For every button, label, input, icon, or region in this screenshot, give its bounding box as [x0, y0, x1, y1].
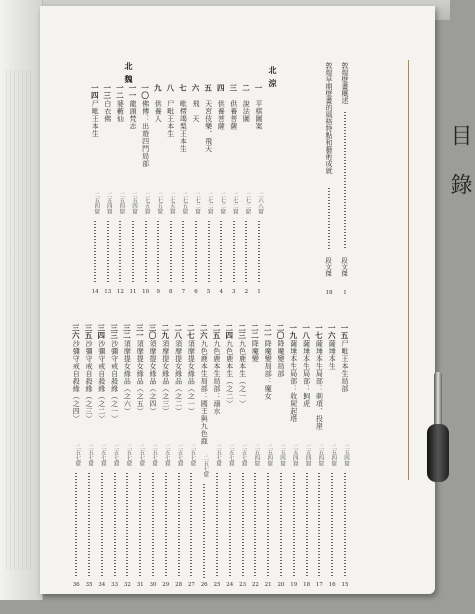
plate-number: 一四 [90, 84, 100, 99]
cave-number: 二七五窟 [168, 192, 175, 214]
plate-number: 二六 [199, 324, 209, 339]
leader-dots [132, 221, 134, 284]
plate-title: 沙彌守戒自殺緣（之一） [110, 340, 119, 423]
plate-title: 毗楞竭梨王本生 [179, 100, 188, 153]
plate-page-number: 8 [169, 289, 173, 295]
plate-title: 降魔變局部：魔女 [264, 340, 273, 400]
plate-title: 降魔變 [251, 340, 260, 363]
title-divider-line [408, 60, 409, 480]
plate-page-number: 28 [175, 582, 183, 588]
plate-entry [238, 324, 248, 614]
clip-head [427, 424, 449, 482]
plate-number: 一一 [128, 84, 137, 99]
leader-dots [126, 473, 128, 578]
cave-number: 二五七窟 [215, 444, 221, 466]
plate-title: 須摩提女緣品（之五） [136, 340, 145, 415]
section-header-beiwei: 北 魏 [124, 62, 134, 84]
leader-dots [306, 473, 308, 578]
plate-number: 一三 [102, 84, 112, 99]
cave-number: 二五四窟 [105, 192, 112, 214]
plate-entry [135, 324, 145, 614]
leader-dots [344, 112, 346, 250]
cave-number: 二五七窟 [112, 444, 119, 466]
cave-number: 二五四窟 [93, 192, 100, 214]
plate-page-number: 13 [104, 289, 112, 295]
leader-dots [88, 473, 90, 578]
plate-entry [97, 324, 107, 614]
plate-number: 二八 [173, 324, 183, 339]
plate-number: 九 [153, 84, 163, 92]
plate-title: 沙彌守戒自殺緣（之四） [72, 340, 81, 423]
leader-dots [190, 473, 192, 578]
leader-dots [152, 473, 154, 578]
plate-title: 尸毗王本生 [166, 100, 175, 138]
essay-title: 敦煌壁畫概述 [341, 62, 349, 104]
cave-number: 二七二窟 [206, 192, 213, 214]
plate-number: 三 [228, 84, 238, 92]
plate-page-number: 29 [162, 582, 170, 588]
leader-dots [165, 473, 167, 578]
plate-number: 一五 [340, 324, 349, 339]
leader-dots [145, 221, 147, 284]
plate-page-number: 14 [91, 289, 99, 295]
plate-entry [250, 324, 260, 614]
plate-entry [110, 324, 120, 614]
plate-title: 薩埵本生局部：收屍起塔 [289, 340, 298, 423]
leader-dots [208, 221, 210, 284]
essay-author: 段文傑 [324, 257, 332, 277]
plate-title: 說法圖 [242, 100, 251, 123]
plate-page-number: 16 [328, 582, 336, 588]
plate-number: 二七 [186, 324, 196, 339]
plate-page-number: 15 [341, 582, 349, 588]
plate-page-number: 26 [200, 582, 208, 588]
leader-dots [75, 473, 77, 578]
plate-page-number: 36 [72, 582, 80, 588]
plate-entry [263, 324, 273, 614]
plate-entry [174, 324, 184, 614]
plate-page-number: 35 [85, 582, 93, 588]
cave-number: 二五七窟 [87, 444, 93, 466]
plate-page-number: 7 [181, 289, 186, 295]
leader-dots [229, 473, 231, 578]
leader-dots [328, 188, 330, 250]
leader-dots [280, 473, 282, 578]
plate-page-number: 20 [277, 582, 285, 588]
plate-number: 三六 [71, 324, 81, 339]
plate-entry [340, 324, 350, 614]
plate-title: 平棋圖案 [255, 100, 263, 130]
plate-number: 一〇 [140, 84, 150, 99]
leader-dots [242, 473, 244, 578]
cave-number: 二五四窟 [253, 444, 260, 466]
cave-number: 二七二窟 [231, 192, 238, 214]
cave-number: 二五七窟 [189, 444, 196, 466]
plate-title: 佛傳：出遊四門局部 [141, 100, 150, 168]
cave-number: 二五七窟 [163, 444, 170, 466]
plate-number: 二九 [160, 324, 170, 339]
plate-title: 九色鹿本生局部：溺水 [213, 340, 221, 415]
plate-title: 天宮伎樂、飛天 [204, 100, 213, 153]
plate-title: 飛 天 [192, 100, 200, 123]
plate-number: 八 [165, 84, 175, 92]
plate-number: 五 [203, 84, 213, 92]
plate-page-number: 1 [257, 289, 261, 295]
cave-number: 二五七窟 [202, 455, 209, 478]
plate-page-number: 23 [239, 582, 247, 588]
cave-number: 二五七窟 [227, 444, 234, 466]
plate-title: 婆藪仙 [116, 100, 125, 123]
plate-number: 二一 [263, 324, 273, 339]
cave-number: 二五七窟 [138, 444, 145, 466]
plate-entry [212, 324, 222, 614]
plate-page-number: 34 [98, 582, 106, 588]
plate-number: 二 [241, 84, 251, 92]
cave-number: 二五四窟 [330, 444, 337, 466]
plate-title: 沙彌守戒自殺緣（之三） [85, 340, 93, 423]
leader-dots [170, 221, 172, 284]
plate-page-number: 21 [264, 582, 272, 588]
plate-page-number: 4 [219, 289, 223, 295]
leader-dots [344, 473, 346, 578]
plate-title: 沙彌守戒自殺緣（之二） [97, 340, 106, 423]
plate-title: 供養人 [154, 100, 163, 123]
leader-dots [254, 473, 256, 578]
plate-title: 九色鹿本生（之一） [238, 340, 247, 408]
plate-page-number: 17 [315, 582, 323, 588]
plate-title: 九色鹿本生局部：國王與九色鹿 [200, 340, 209, 445]
plate-page-number: 25 [213, 582, 221, 588]
plate-number: 三三 [109, 324, 119, 339]
plate-page-number: 22 [251, 582, 259, 588]
plate-number: 一九 [288, 324, 298, 339]
left-page-edge [0, 0, 43, 600]
plate-page-number: 30 [149, 582, 157, 588]
leader-dots [203, 484, 205, 578]
plate-title: 供養菩薩 [217, 100, 226, 130]
cave-number: 二七二窟 [219, 192, 226, 214]
plate-entry [276, 324, 286, 614]
cave-number: 二六八窟 [257, 192, 263, 214]
cave-number: 二七五窟 [156, 192, 163, 214]
cave-number: 二五七窟 [176, 444, 183, 466]
plate-title: 九色鹿本生（之二） [225, 340, 234, 408]
plate-number: 三一 [135, 324, 145, 339]
leader-dots [178, 473, 180, 578]
cave-number: 二七二窟 [244, 192, 251, 214]
cave-number: 二五四窟 [118, 192, 125, 214]
clip-spring [434, 372, 442, 432]
plate-page-number: 32 [123, 582, 131, 588]
plate-entry [148, 324, 158, 614]
plate-number: 六 [191, 84, 200, 92]
cave-number: 二五四窟 [266, 444, 273, 466]
plate-title: 供養菩薩 [229, 100, 238, 130]
plate-entry [84, 324, 94, 614]
plate-entry [199, 324, 209, 614]
cave-number: 二五七窟 [74, 444, 81, 466]
plate-page-number: 31 [136, 582, 144, 588]
plate-entry [122, 324, 132, 614]
plate-page-number: 33 [111, 582, 119, 588]
leader-dots [220, 221, 222, 284]
plate-entry [327, 324, 337, 614]
cave-number: 二五七窟 [125, 444, 132, 466]
plate-page-number: 6 [194, 289, 198, 295]
leader-dots [157, 221, 159, 284]
plate-number: 三二 [122, 324, 132, 339]
page-title: 目 錄 [447, 124, 472, 205]
plate-entry [161, 324, 171, 614]
leader-dots [258, 221, 260, 284]
leader-dots [119, 221, 121, 284]
plate-title: 薩埵本生局部：刺項、投崖 [315, 340, 324, 430]
leader-dots [114, 473, 116, 578]
plate-title: 須摩提女緣品（之四） [149, 340, 157, 415]
essay-author: 段文傑 [340, 257, 348, 277]
cave-number: 二五四窟 [343, 444, 349, 466]
plate-number: 一六 [327, 324, 337, 339]
plate-number: 四 [216, 84, 226, 92]
plate-number: 二二 [250, 324, 260, 339]
essay-entry [340, 62, 350, 302]
leader-dots [318, 473, 320, 578]
plate-title: 須摩提女緣品（之一） [187, 340, 196, 415]
cave-number: 二五四窟 [279, 444, 285, 466]
leader-dots [267, 473, 269, 578]
plate-title: 龍頭梵志 [129, 100, 137, 130]
plate-title: 薩埵本生局部：飼虎 [302, 340, 311, 408]
leader-dots [293, 473, 295, 578]
plate-number: 一八 [301, 324, 311, 339]
plate-page-number: 5 [206, 289, 211, 295]
section-header-beiliang: 北 涼 [268, 66, 278, 88]
cave-number: 二五四窟 [291, 444, 298, 466]
plate-number: 一七 [314, 324, 324, 339]
leader-dots [139, 473, 141, 578]
leader-dots [195, 221, 197, 284]
plate-entry [225, 324, 235, 614]
essay-title: 敦煌早期壁畫的風格特點和藝術成就 [325, 62, 333, 174]
plate-number: 三五 [84, 324, 93, 339]
plate-number: 三四 [96, 324, 106, 339]
plate-page-number: 19 [290, 582, 298, 588]
plate-title: 須摩提女緣品（之三） [161, 340, 170, 415]
plate-number: 三〇 [148, 324, 157, 339]
plate-number: 七 [178, 84, 188, 92]
plate-entry [186, 324, 196, 614]
plate-entry [289, 324, 299, 614]
plate-number: 二三 [237, 324, 247, 339]
plate-number: 二〇 [276, 324, 285, 339]
essay-entry [324, 62, 334, 302]
plate-title: 須摩提女緣品（之二） [174, 340, 183, 415]
plate-page-number: 9 [156, 289, 160, 295]
cave-number: 二五七窟 [240, 444, 247, 466]
leader-dots [233, 221, 235, 284]
plate-title: 降魔變局部 [277, 340, 285, 378]
plate-title: 白衣佛 [103, 100, 112, 123]
plate-entry [314, 324, 324, 614]
cave-number: 二五四窟 [304, 444, 311, 466]
plate-entry [71, 324, 81, 614]
plate-page-number: 24 [226, 582, 234, 588]
plate-page-number: 12 [116, 289, 124, 295]
leader-dots [182, 221, 184, 284]
page-edge-texture [6, 70, 34, 570]
leader-dots [245, 221, 247, 284]
toc-page [40, 6, 472, 594]
plate-page-number: 2 [244, 289, 249, 295]
plate-page-number: 27 [187, 582, 195, 588]
cave-number: 二五七窟 [151, 444, 157, 466]
plate-title: 尸毗王本生局部 [341, 340, 349, 393]
plate-number: 二五 [212, 324, 221, 339]
leader-dots [331, 473, 333, 578]
essay-page-number: 18 [325, 290, 333, 296]
plate-title: 須摩提女緣品（之六） [123, 340, 132, 415]
plate-number: 二四 [224, 324, 234, 339]
plate-title: 薩埵本生 [328, 340, 337, 370]
essay-page-number: 1 [343, 290, 347, 296]
plate-entry [302, 324, 312, 614]
plate-page-number: 18 [303, 582, 311, 588]
plate-number: 一二 [115, 84, 125, 99]
plate-page-number: 10 [142, 289, 150, 295]
leader-dots [101, 473, 103, 578]
plate-title: 尸毗王本生 [91, 100, 100, 138]
plate-number: 一 [254, 84, 263, 92]
cave-number: 二五四窟 [131, 192, 137, 214]
leader-dots [216, 473, 218, 578]
plate-page-number: 3 [232, 289, 236, 295]
leader-dots [107, 221, 109, 284]
binder-clip [425, 372, 450, 482]
leader-dots [94, 221, 96, 284]
cave-number: 二五四窟 [317, 444, 324, 466]
cave-number: 二五七窟 [99, 444, 106, 466]
cave-number: 二七五窟 [143, 192, 150, 214]
cave-number: 二七二窟 [194, 192, 200, 214]
cave-number: 二七五窟 [181, 192, 188, 214]
plate-page-number: 11 [129, 289, 137, 295]
